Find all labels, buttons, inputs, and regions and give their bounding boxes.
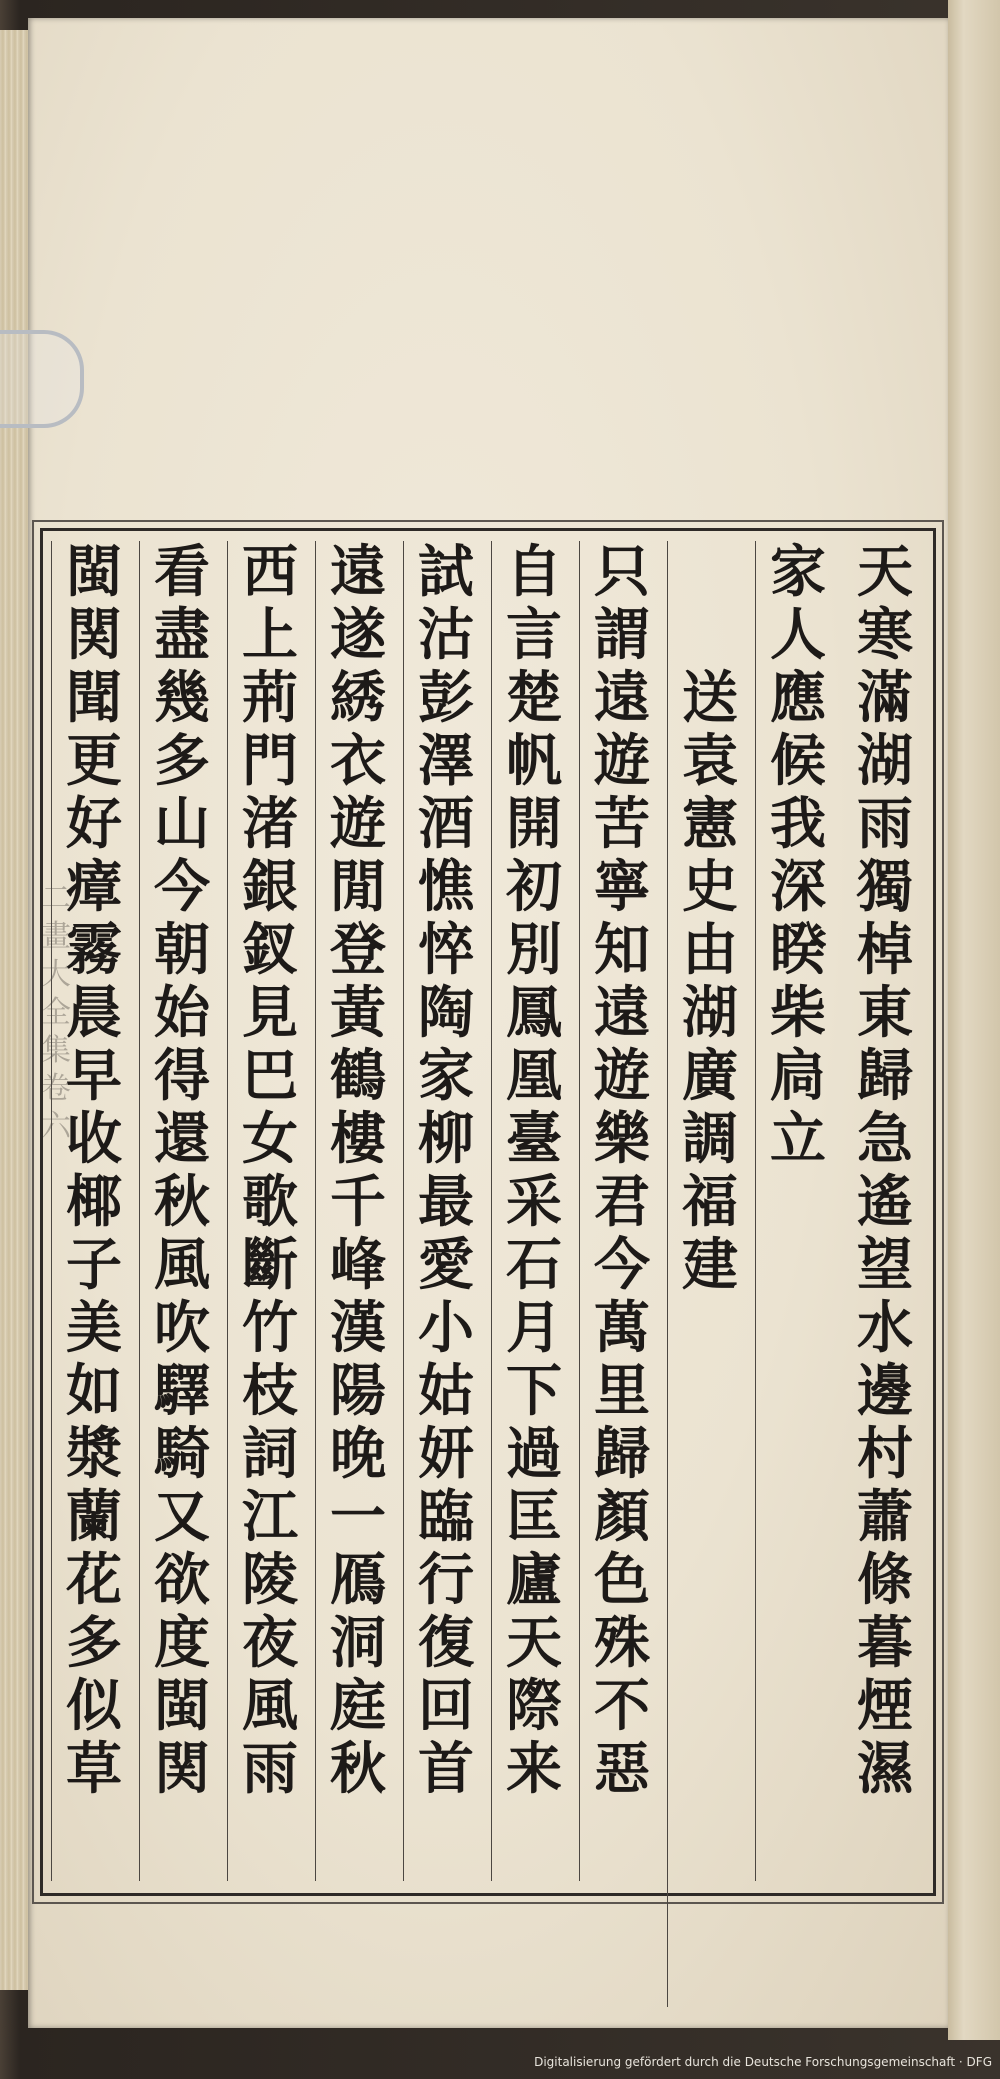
glyph: 登 — [330, 917, 386, 983]
glyph: 憲 — [682, 791, 738, 857]
glyph: 際 — [506, 1673, 562, 1739]
glyph: 廬 — [506, 1547, 562, 1613]
glyph: 水 — [857, 1295, 913, 1361]
glyph: 苦 — [594, 791, 650, 857]
glyph: 多 — [154, 728, 210, 794]
glyph: 遊 — [594, 1043, 650, 1109]
facing-leaf-edge — [948, 0, 1000, 2040]
glyph: 袁 — [682, 728, 738, 794]
glyph: 詞 — [242, 1421, 298, 1487]
glyph: 得 — [154, 1043, 210, 1109]
glyph: 陶 — [418, 980, 474, 1046]
glyph: 君 — [594, 1169, 650, 1235]
glyph: 行 — [418, 1547, 474, 1613]
glyph: 收 — [66, 1106, 122, 1172]
glyph: 花 — [66, 1547, 122, 1613]
glyph: 里 — [594, 1358, 650, 1424]
glyph: 東 — [857, 980, 913, 1046]
glyph: 晨 — [66, 980, 122, 1046]
glyph: 悴 — [418, 917, 474, 983]
glyph: 荊 — [242, 665, 298, 731]
glyph: 最 — [418, 1169, 474, 1235]
glyph: 遠 — [594, 665, 650, 731]
glyph: 関 — [66, 602, 122, 668]
glyph: 今 — [594, 1232, 650, 1298]
glyph: 巴 — [242, 1043, 298, 1109]
glyph: 美 — [66, 1295, 122, 1361]
glyph: 條 — [857, 1547, 913, 1613]
glyph: 寒 — [857, 602, 913, 668]
glyph: 庭 — [330, 1673, 386, 1739]
glyph: 謂 — [594, 602, 650, 668]
glyph: 一 — [330, 1484, 386, 1550]
glyph: 家 — [418, 1043, 474, 1109]
glyph: 匡 — [506, 1484, 562, 1550]
glyph: 又 — [154, 1484, 210, 1550]
glyph: 峰 — [330, 1232, 386, 1298]
text-column-8 — [227, 541, 312, 1881]
glyph: 閒 — [330, 854, 386, 920]
glyph: 柴 — [770, 980, 826, 1046]
glyph: 下 — [506, 1358, 562, 1424]
glyph: 驛 — [154, 1358, 210, 1424]
digitization-credit: Digitalisierung gefördert durch die Deutsche Forschungsgemeinschaft · DFG — [534, 2055, 992, 2069]
glyph: 陵 — [242, 1547, 298, 1613]
glyph: 秋 — [330, 1736, 386, 1802]
text-column-1 — [843, 541, 927, 1881]
glyph: 好 — [66, 791, 122, 857]
glyph: 遊 — [330, 791, 386, 857]
glyph: 湖 — [857, 728, 913, 794]
glyph: 釵 — [242, 917, 298, 983]
gutter-glyph: 二 — [41, 881, 71, 916]
glyph: 銀 — [242, 854, 298, 920]
glyph: 姑 — [418, 1358, 474, 1424]
paper-clip — [0, 330, 84, 428]
text-column-9 — [139, 541, 224, 1881]
gutter-glyph: 卷 — [41, 1071, 71, 1106]
glyph: 初 — [506, 854, 562, 920]
glyph: 臺 — [506, 1106, 562, 1172]
glyph: 濕 — [857, 1736, 913, 1802]
glyph: 急 — [857, 1106, 913, 1172]
glyph: 石 — [506, 1232, 562, 1298]
glyph: 天 — [506, 1610, 562, 1676]
glyph: 見 — [242, 980, 298, 1046]
glyph: 閩 — [154, 1673, 210, 1739]
glyph: 始 — [154, 980, 210, 1046]
glyph: 由 — [682, 917, 738, 983]
glyph: 山 — [154, 791, 210, 857]
glyph: 還 — [154, 1106, 210, 1172]
glyph: 煙 — [857, 1673, 913, 1739]
glyph: 樂 — [594, 1106, 650, 1172]
glyph: 吹 — [154, 1295, 210, 1361]
glyph: 妍 — [418, 1421, 474, 1487]
glyph: 只 — [594, 539, 650, 605]
glyph: 似 — [66, 1673, 122, 1739]
glyph: 色 — [594, 1547, 650, 1613]
gutter-glyph: 大 — [41, 957, 71, 992]
glyph: 別 — [506, 917, 562, 983]
glyph: 更 — [66, 728, 122, 794]
glyph: 棹 — [857, 917, 913, 983]
glyph: 来 — [506, 1736, 562, 1802]
glyph: 楚 — [506, 665, 562, 731]
glyph: 今 — [154, 854, 210, 920]
glyph: 関 — [154, 1736, 210, 1802]
text-column-5 — [491, 541, 576, 1881]
glyph: 竹 — [242, 1295, 298, 1361]
glyph: 顏 — [594, 1484, 650, 1550]
text-column-10 — [51, 541, 136, 1881]
glyph: 如 — [66, 1358, 122, 1424]
glyph: 史 — [682, 854, 738, 920]
glyph: 知 — [594, 917, 650, 983]
glyph: 夜 — [242, 1610, 298, 1676]
glyph: 千 — [330, 1169, 386, 1235]
text-column-4 — [579, 541, 664, 1881]
glyph: 晚 — [330, 1421, 386, 1487]
glyph: 人 — [770, 602, 826, 668]
glyph: 候 — [770, 728, 826, 794]
glyph: 深 — [770, 854, 826, 920]
glyph: 復 — [418, 1610, 474, 1676]
glyph: 睽 — [770, 917, 826, 983]
gutter-glyph: 六 — [41, 1109, 71, 1144]
glyph: 遙 — [857, 1169, 913, 1235]
glyph: 自 — [506, 539, 562, 605]
glyph: 蕭 — [857, 1484, 913, 1550]
glyph: 綉 — [330, 665, 386, 731]
glyph: 沽 — [418, 602, 474, 668]
glyph: 陽 — [330, 1358, 386, 1424]
glyph: 騎 — [154, 1421, 210, 1487]
glyph: 寧 — [594, 854, 650, 920]
glyph: 秋 — [154, 1169, 210, 1235]
glyph: 邊 — [857, 1358, 913, 1424]
text-column-6 — [403, 541, 488, 1881]
glyph: 帆 — [506, 728, 562, 794]
glyph: 酒 — [418, 791, 474, 857]
glyph: 惡 — [594, 1736, 650, 1802]
glyph: 渚 — [242, 791, 298, 857]
glyph: 枝 — [242, 1358, 298, 1424]
glyph: 雨 — [242, 1736, 298, 1802]
glyph: 我 — [770, 791, 826, 857]
glyph: 黃 — [330, 980, 386, 1046]
glyph: 風 — [242, 1673, 298, 1739]
glyph: 江 — [242, 1484, 298, 1550]
glyph: 遠 — [330, 539, 386, 605]
text-column-7 — [315, 541, 400, 1881]
glyph: 首 — [418, 1736, 474, 1802]
glyph: 多 — [66, 1610, 122, 1676]
text-column-2 — [755, 541, 840, 1881]
glyph: 廣 — [682, 1043, 738, 1109]
glyph: 應 — [770, 665, 826, 731]
glyph: 朝 — [154, 917, 210, 983]
glyph: 萬 — [594, 1295, 650, 1361]
glyph: 送 — [682, 665, 738, 731]
glyph: 門 — [242, 728, 298, 794]
glyph: 遊 — [594, 728, 650, 794]
glyph: 言 — [506, 602, 562, 668]
glyph: 村 — [857, 1421, 913, 1487]
glyph: 歌 — [242, 1169, 298, 1235]
glyph: 采 — [506, 1169, 562, 1235]
glyph: 盡 — [154, 602, 210, 668]
glyph: 調 — [682, 1106, 738, 1172]
glyph: 望 — [857, 1232, 913, 1298]
glyph: 漿 — [66, 1421, 122, 1487]
glyph: 殊 — [594, 1610, 650, 1676]
glyph: 愛 — [418, 1232, 474, 1298]
glyph: 霧 — [66, 917, 122, 983]
glyph: 度 — [154, 1610, 210, 1676]
glyph: 遂 — [330, 602, 386, 668]
glyph: 斷 — [242, 1232, 298, 1298]
text-column-3 — [667, 541, 752, 2007]
glyph: 雨 — [857, 791, 913, 857]
glyph: 衣 — [330, 728, 386, 794]
glyph: 女 — [242, 1106, 298, 1172]
glyph: 歸 — [594, 1421, 650, 1487]
glyph: 暮 — [857, 1610, 913, 1676]
glyph: 看 — [154, 539, 210, 605]
glyph: 過 — [506, 1421, 562, 1487]
glyph: 福 — [682, 1169, 738, 1235]
glyph: 椰 — [66, 1169, 122, 1235]
glyph: 鳳 — [506, 980, 562, 1046]
glyph: 澤 — [418, 728, 474, 794]
glyph: 鴈 — [330, 1547, 386, 1613]
glyph: 樓 — [330, 1106, 386, 1172]
glyph: 柳 — [418, 1106, 474, 1172]
glyph: 月 — [506, 1295, 562, 1361]
glyph: 立 — [770, 1106, 826, 1172]
glyph: 建 — [682, 1232, 738, 1298]
glyph: 鶴 — [330, 1043, 386, 1109]
glyph: 幾 — [154, 665, 210, 731]
glyph: 臨 — [418, 1484, 474, 1550]
glyph: 獨 — [857, 854, 913, 920]
glyph: 漢 — [330, 1295, 386, 1361]
glyph: 凰 — [506, 1043, 562, 1109]
text-frame — [40, 528, 936, 1896]
glyph: 扃 — [770, 1043, 826, 1109]
glyph: 天 — [857, 539, 913, 605]
glyph: 開 — [506, 791, 562, 857]
glyph: 欲 — [154, 1547, 210, 1613]
glyph: 上 — [242, 602, 298, 668]
glyph: 聞 — [66, 665, 122, 731]
glyph: 風 — [154, 1232, 210, 1298]
glyph: 早 — [66, 1043, 122, 1109]
glyph: 歸 — [857, 1043, 913, 1109]
glyph: 蘭 — [66, 1484, 122, 1550]
glyph: 彭 — [418, 665, 474, 731]
glyph: 滿 — [857, 665, 913, 731]
glyph: 西 — [242, 539, 298, 605]
glyph: 試 — [418, 539, 474, 605]
glyph: 湖 — [682, 980, 738, 1046]
gutter-glyph: 集 — [41, 1033, 71, 1068]
glyph: 子 — [66, 1232, 122, 1298]
glyph: 不 — [594, 1673, 650, 1739]
gutter-glyph: 全 — [41, 995, 71, 1030]
glyph: 洞 — [330, 1610, 386, 1676]
glyph: 瘴 — [66, 854, 122, 920]
glyph: 遠 — [594, 980, 650, 1046]
glyph: 小 — [418, 1295, 474, 1361]
glyph: 閩 — [66, 539, 122, 605]
glyph: 家 — [770, 539, 826, 605]
gutter-glyph: 畫 — [41, 919, 71, 954]
glyph: 草 — [66, 1736, 122, 1802]
glyph: 憔 — [418, 854, 474, 920]
glyph: 回 — [418, 1673, 474, 1739]
